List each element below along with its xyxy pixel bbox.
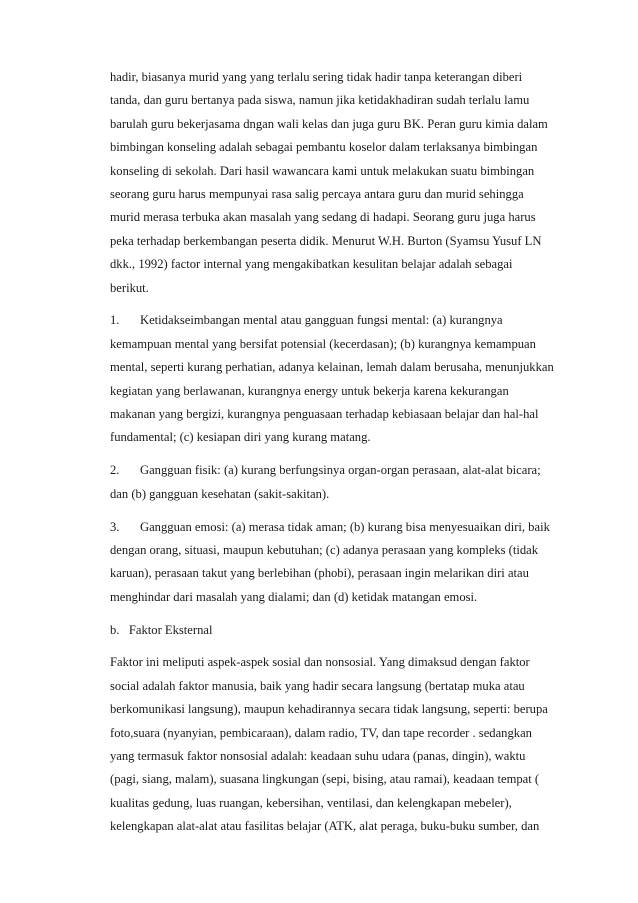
paragraph-1	[110, 66, 570, 300]
text-line: foto,suara (nyanyian, pembicaraan), dalam radio, TV, dan tape recorder . sedangkan	[110, 725, 532, 740]
text-line: Gangguan fisik: (a) kurang berfungsinya organ-organ perasaan, alat-alat bicara;	[140, 463, 541, 478]
text-line: peka terhadap berkembangan peserta didik. Menurut W.H. Burton (Syamsu Yusuf LN	[110, 233, 542, 248]
text-line: berkomunikasi langsung), maupun kehadirannya secara tidak langsung, seperti: berupa	[110, 702, 548, 717]
list-item-first-line	[110, 459, 570, 482]
list-item-3	[110, 516, 570, 610]
list-number: 2.	[110, 463, 120, 478]
text-line: dengan orang, situasi, maupun kebutuhan; (c) adanya perasaan yang kompleks (tidak	[110, 542, 539, 557]
text-line: karuan), perasaan takut yang berlebihan (phobi), perasaan ingin melarikan diri atau	[110, 566, 529, 581]
paragraph-gap	[110, 609, 570, 619]
text-line: kualitas gedung, luas ruangan, kebersihan, ventilasi, dan kelengkapan mebeler),	[110, 795, 512, 810]
text-line: yang termasuk faktor nonsosial adalah: keadaan suhu udara (panas, dingin), waktu	[110, 749, 526, 764]
list-item-first-line	[110, 516, 570, 539]
paragraph-gap	[110, 450, 570, 460]
paragraph-gap	[110, 642, 570, 652]
text-line: berikut.	[110, 280, 149, 295]
section-heading: b. Faktor Eksternal	[110, 622, 213, 637]
text-line: konseling di sekolah. Dari hasil wawancara kami untuk melakukan suatu bimbingan	[110, 163, 535, 178]
text-line: kelengkapan alat-alat atau fasilitas belajar (ATK, alat peraga, buku-buku sumber, dan	[110, 819, 540, 834]
text-line: bimbingan konseling adalah sebagai pembantu koselor dalam terlaksanya bimbingan	[110, 140, 538, 155]
text-line: fundamental; (c) kesiapan diri yang kurang matang.	[110, 430, 371, 445]
text-line: (pagi, siang, malam), suasana lingkungan (sepi, bising, atau ramai), keadaan tempat (	[110, 772, 540, 787]
list-number: 3.	[110, 519, 120, 534]
text-line: dan (b) gangguan kesehatan (sakit-sakitan).	[110, 486, 330, 501]
text-line: kemampuan mental yang bersifat potensial (kecerdasan); (b) kurangnya kemampuan	[110, 336, 536, 351]
text-line: Gangguan emosi: (a) merasa tidak aman; (b) kurang bisa menyesuaikan diri, baik	[140, 519, 550, 534]
list-item-2	[110, 459, 570, 506]
text-line: menghindar dari masalah yang dialami; dan (d) ketidak matangan emosi.	[110, 589, 478, 604]
paragraph-gap	[110, 300, 570, 310]
text-line: Ketidakseimbangan mental atau gangguan fungsi mental: (a) kurangnya	[140, 313, 503, 328]
text-line: dkk., 1992) factor internal yang mengakibatkan kesulitan belajar adalah sebagai	[110, 257, 513, 272]
paragraph-2	[110, 651, 570, 838]
text-line: social adalah faktor manusia, baik yang hadir secara langsung (bertatap muka atau	[110, 678, 525, 693]
text-line: murid merasa terbuka akan masalah yang sedang di hadapi. Seorang guru juga harus	[110, 210, 536, 225]
list-item-first-line	[110, 309, 570, 332]
list-number: 1.	[110, 313, 120, 328]
text-line: mental, seperti kurang perhatian, adanya kelainan, lemah dalam berusaha, menunjukkan	[110, 360, 554, 375]
text-line: kegiatan yang berlawanan, kurangnya energy untuk bekerja karena kekurangan	[110, 383, 509, 398]
text-line: seorang guru harus mempunyai rasa salig percaya antara guru dan murid sehingga	[110, 186, 524, 201]
document-body	[110, 66, 570, 839]
text-line: barulah guru bekerjasama dngan wali kelas dan juga guru BK. Peran guru kimia dalam	[110, 116, 548, 131]
list-item-1	[110, 309, 570, 449]
text-line: tanda, dan guru bertanya pada siswa, namun jika ketidakhadiran sudah terlalu lamu	[110, 93, 530, 108]
text-line: Faktor ini meliputi aspek-aspek sosial dan nonsosial. Yang dimaksud dengan faktor	[110, 655, 530, 670]
text-line: hadir, biasanya murid yang yang terlalu sering tidak hadir tanpa keterangan diberi	[110, 70, 523, 84]
text-line: makanan yang bergizi, kurangnya penguasaan terhadap kebiasaan belajar dan hal-hal	[110, 406, 539, 421]
paragraph-gap	[110, 506, 570, 516]
